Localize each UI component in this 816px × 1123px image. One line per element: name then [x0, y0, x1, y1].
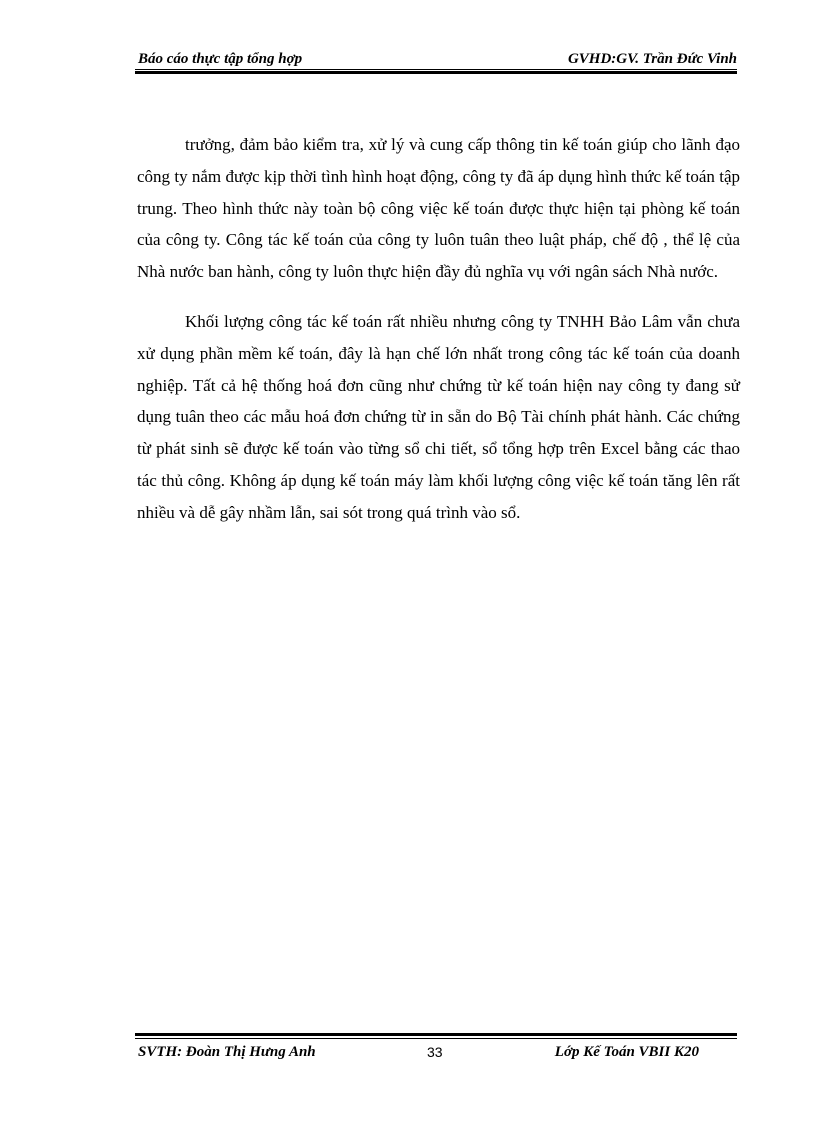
page-number: 33: [427, 1044, 443, 1060]
page-body: [137, 129, 740, 529]
header-supervisor: GVHD:GV. Trần Đức Vinh: [567, 51, 737, 67]
footer-divider: [135, 1033, 737, 1039]
body-paragraph-1: trưởng, đảm bảo kiểm tra, xử lý và cung cấp thông tin kế toán giúp cho lãnh đạo công ty nắm được kịp thời tình hình hoạt động, công ty đã áp dụng hình thức kế toán tập trung. Theo hình thức này toàn bộ công việc kế toán được thực hiện tại phòng kế toán của công ty. Công tác kế toán của công ty luôn tuân theo luật pháp, chế độ , thể lệ của Nhà nước ban hành, công ty luôn thực hiện đầy đủ nghĩa vụ với ngân sách Nhà nước.: [137, 135, 740, 282]
body-paragraph-2: Khối lượng công tác kế toán rất nhiều nhưng công ty TNHH Bảo Lâm vẫn chưa xử dụng phần mềm kế toán, đây là hạn chế lớn nhất trong công tác kế toán của doanh nghiệp. Tất cả hệ thống hoá đơn cũng như chứng từ kế toán hiện nay công ty đang sử dụng tuân theo các mẫu hoá đơn chứng từ in sẵn do Bộ Tài chính phát hành. Các chứng từ phát sinh sẽ được kế toán vào từng sổ chi tiết, sổ tổng hợp trên Excel bằng các thao tác thủ công. Không áp dụng kế toán máy làm khối lượng công việc kế toán tăng lên rất nhiều và dễ gây nhầm lẫn, sai sót trong quá trình vào sổ.: [137, 311, 740, 522]
header-report-title: Báo cáo thực tập tổng hợp: [138, 51, 303, 67]
footer-student-name: SVTH: Đoàn Thị Hưng Anh: [138, 1044, 316, 1060]
page-footer: [135, 1043, 737, 1061]
page-header: [135, 50, 737, 68]
header-divider: [135, 69, 737, 74]
footer-class-name: Lớp Kế Toán VBII K20: [554, 1044, 699, 1060]
